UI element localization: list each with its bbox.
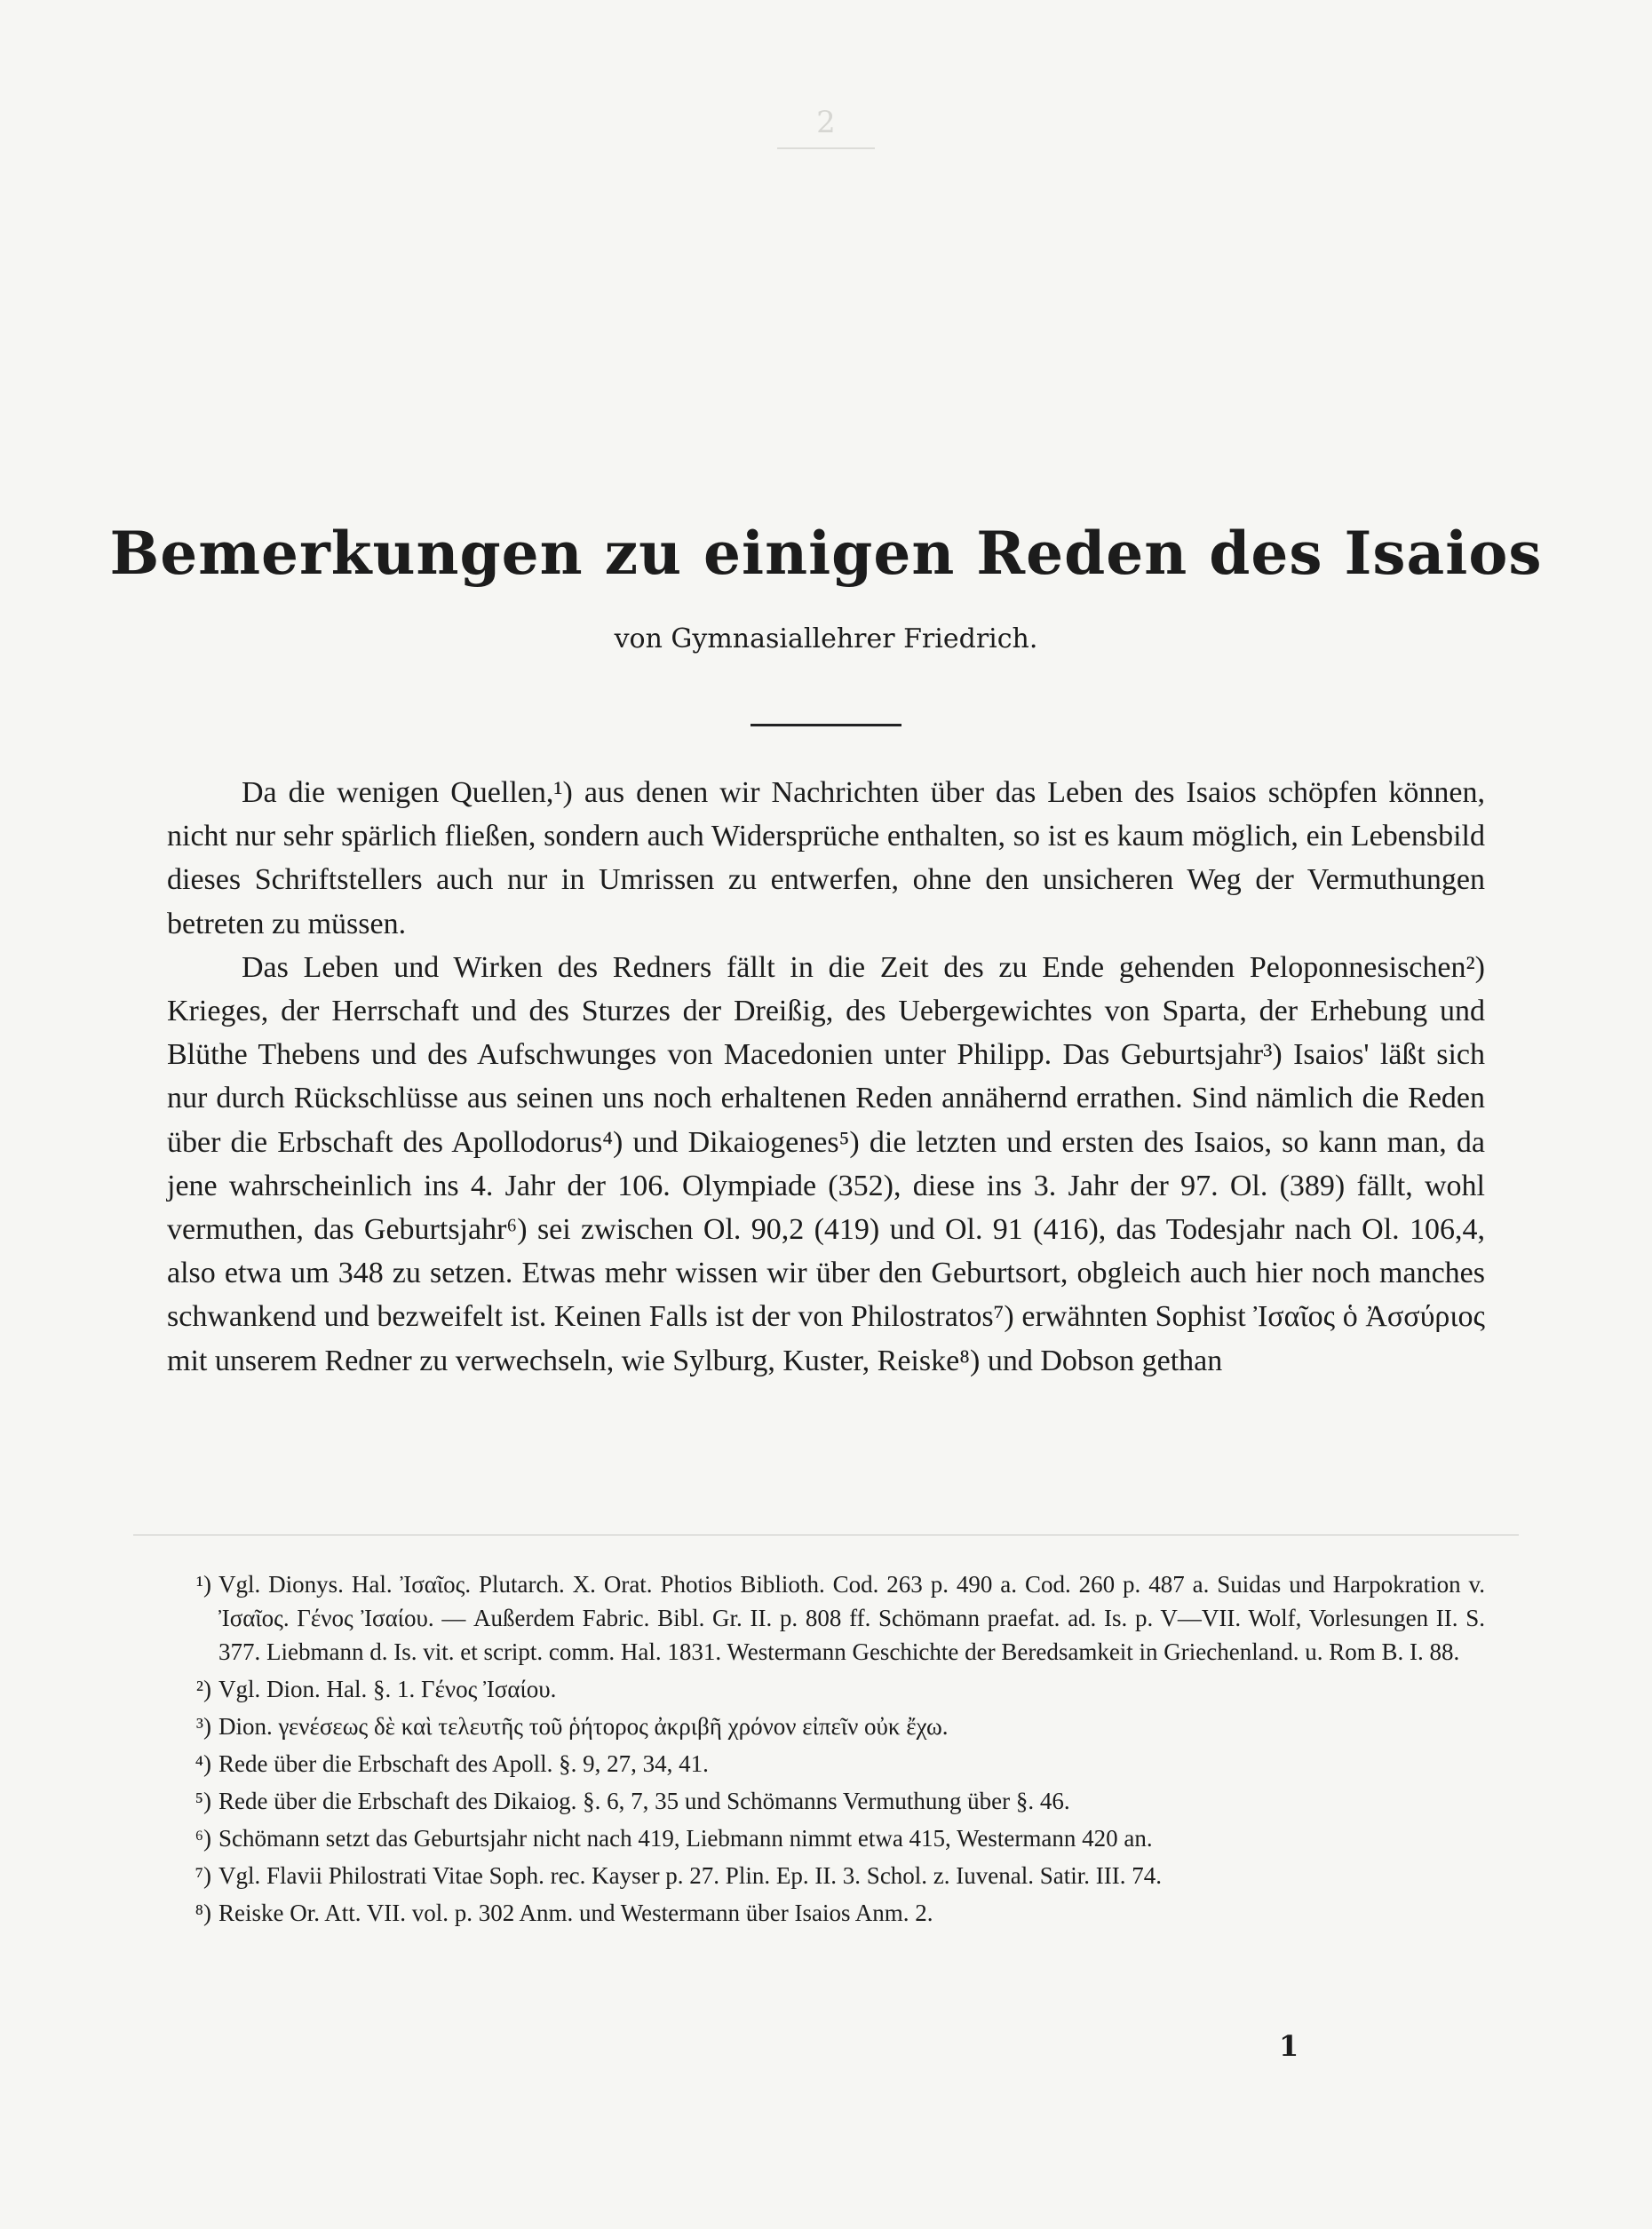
footnote-mark: ⁷) [195,1862,211,1889]
footnote-mark: ⁵) [195,1788,211,1814]
footnote-text: Rede über die Erbschaft des Dikaiog. §. 6, 7, 35 und Schömanns Vermuthung über §. 46. [218,1788,1070,1814]
footnote [167,1821,1485,1855]
footnote-mark: ⁶) [195,1825,211,1852]
footnote-mark: ⁸) [195,1900,211,1926]
footnote-mark: ⁴) [195,1750,211,1777]
footnote-text: Rede über die Erbschaft des Apoll. §. 9, 27, 34, 41. [218,1750,709,1777]
footnote [167,1709,1485,1743]
footnote [167,1567,1485,1669]
footnote-text: Vgl. Flavii Philostrati Vitae Soph. rec. Kayser p. 27. Plin. Ep. II. 3. Schol. z. Iuvenal. Satir. III. 74. [218,1862,1162,1889]
page-number: 1 [1279,2029,1299,2063]
footnotes [167,1567,1485,1933]
footnote-text: Reiske Or. Att. VII. vol. p. 302 Anm. und Westermann über Isaios Anm. 2. [218,1900,933,1926]
footnote [167,1784,1485,1818]
article-title: Bemerkungen zu einigen Reden des Isaios [109,519,1543,589]
footnote-text: Vgl. Dionys. Hal. Ἰσαῖος. Plutarch. X. Orat. Photios Biblioth. Cod. 263 p. 490 a. Cod. 260 p. 487 a. Suidas und Harpokration v. Ἰσαῖος. Γένος Ἰσαίου. — Außerdem Fabric. Bibl. Gr. II. p. 808 ff. Schömann praefat. ad. Is. p. V—VII. Wolf, Vorlesungen II. S. 377. Liebmann d. Is. vit. et script. comm. Hal. 1831. Westermann Geschichte der Beredsamkeit in Griechenland. u. Rom B. I. 88. [218,1571,1485,1665]
footnote-mark: ³) [195,1713,211,1740]
footnote [167,1859,1485,1892]
paragraph: Da die wenigen Quellen,¹) aus denen wir Nachrichten über das Leben des Isaios schöpfen können, nicht nur sehr spärlich fließen, sondern auch Widersprüche enthalten, so ist es kaum möglich, ein Lebensbild dieses Schriftstellers auch nur in Umrissen zu entwerfen, ohne den unsicheren Weg der Vermuthungen betreten zu müssen. [167,776,1485,940]
title-divider [751,724,901,726]
footnote-text: Vgl. Dion. Hal. §. 1. Γένος Ἰσαίου. [218,1676,557,1702]
footnote [167,1896,1485,1930]
footnote-mark: ¹) [195,1571,211,1598]
author-byline: von Gymnasiallehrer Friedrich. [614,623,1038,654]
footnote [167,1672,1485,1706]
paragraph: Das Leben und Wirken des Redners fällt in die Zeit des zu Ende gehenden Peloponnesischen²) Krieges, der Herrschaft und des Sturzes der Dreißig, des Uebergewichtes von Sparta, der Erhebung und Blüthe Thebens und des Aufschwunges von Macedonien unter Philipp. Das Geburtsjahr³) Isaios' läßt sich nur durch Rückschlüsse aus seinen uns noch erhaltenen Reden annähernd errathen. Sind nämlich die Reden über die Erbschaft des Apollodorus⁴) und Dikaiogenes⁵) die letzten und ersten des Isaios, so kann man, da jene wahrscheinlich ins 4. Jahr der 106. Olympiade (352), diese ins 3. Jahr der 97. Ol. (389) fällt, wohl vermuthen, das Geburtsjahr⁶) sei zwischen Ol. 90,2 (419) und Ol. 91 (416), das Todesjahr nach Ol. 106,4, also etwa um 348 zu setzen. Etwas mehr wissen wir über den Geburtsort, obgleich auch hier noch manches schwankend und bezweifelt ist. Keinen Falls ist der von Philostratos⁷) erwähnten Sophist Ἰσαῖος ὁ Ἀσσύριος mit unserem Redner zu verwechseln, wie Sylburg, Kuster, Reiske⁸) und Dobson gethan [167,950,1485,1377]
bleed-through-page-mark: 2 [777,105,875,149]
footnote-text: Schömann setzt das Geburtsjahr nicht nach 419, Liebmann nimmt etwa 415, Westermann 420 an. [218,1825,1153,1852]
footnote-mark: ²) [195,1676,211,1702]
main-text [167,771,1485,1383]
footnote [167,1747,1485,1781]
footnote-text: Dion. γενέσεως δὲ καὶ τελευτῆς τοῦ ῥήτορος ἀκριβῆ χρόνον εἰπεῖν οὐκ ἔχω. [218,1713,949,1740]
